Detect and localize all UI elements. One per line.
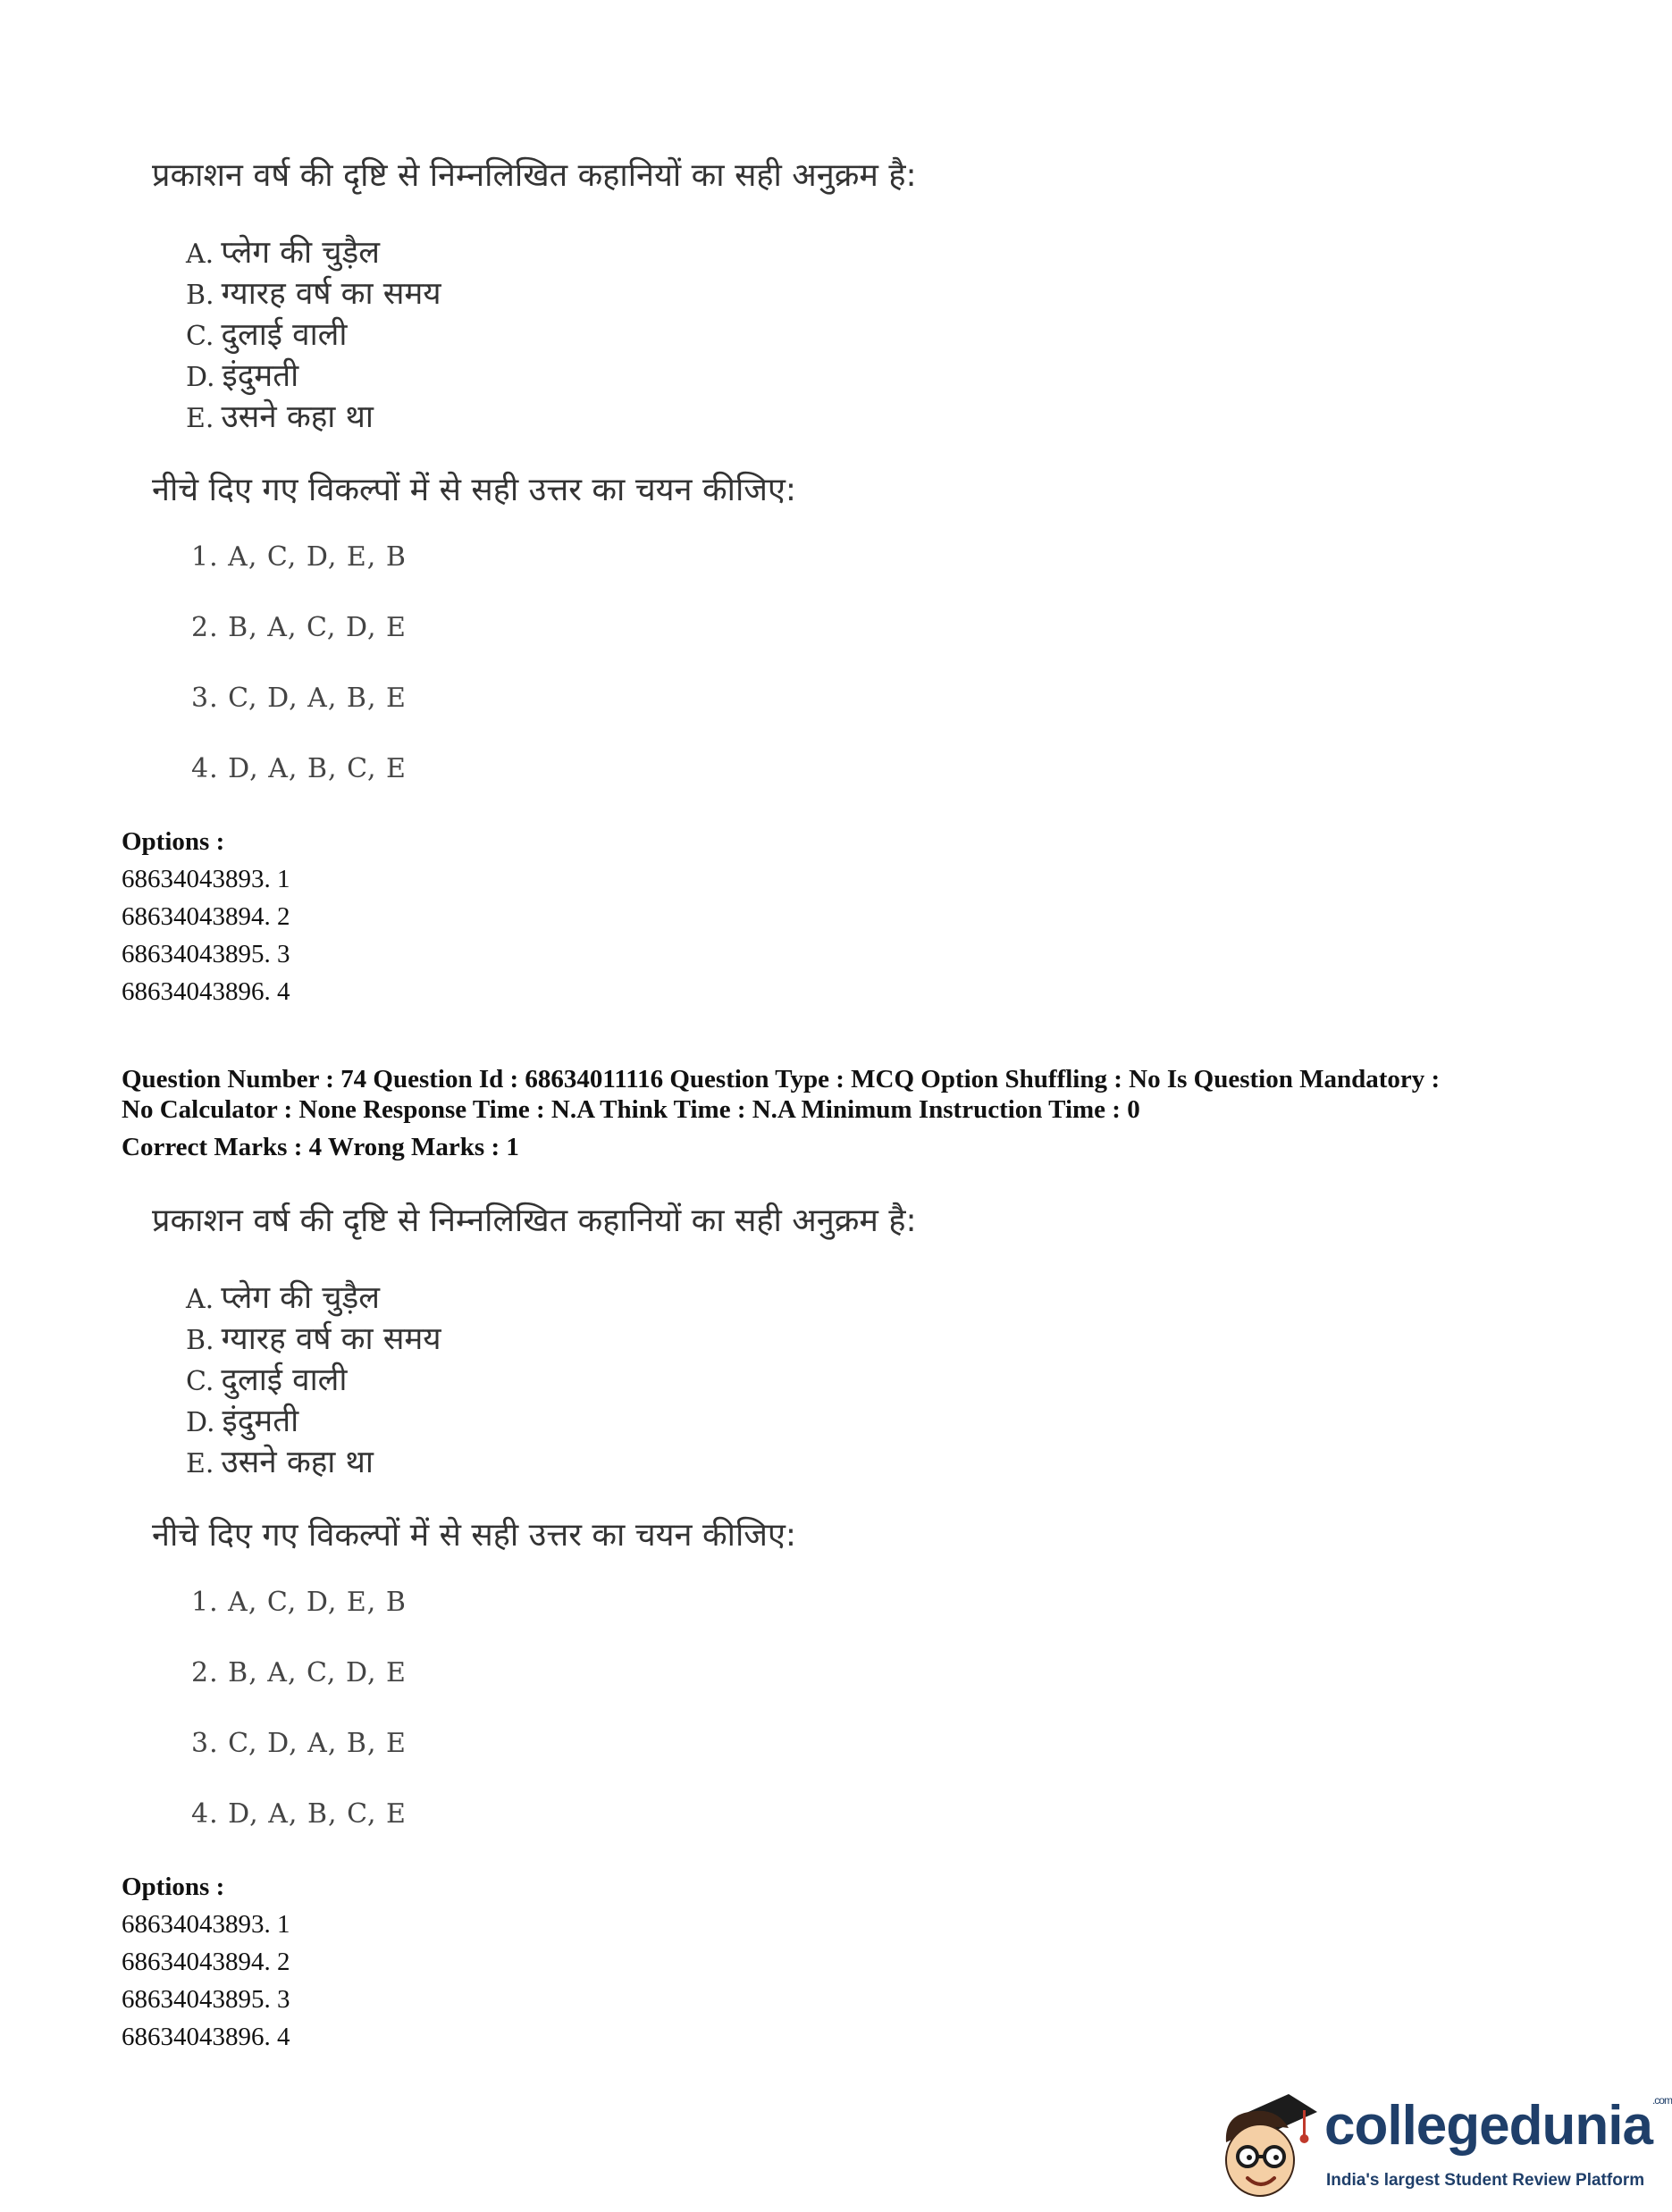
answer-choice-3: 3. C, D, A, B, E xyxy=(191,683,407,714)
question-instruction: नीचे दिए गए विकल्पों में से सही उत्तर का चयन कीजिए: xyxy=(152,472,797,508)
story-item-b xyxy=(186,1317,441,1359)
story-item-a xyxy=(186,1276,380,1318)
answer-choice-4: 4. D, A, B, C, E xyxy=(191,1798,407,1830)
item-text: दुलाई वाली xyxy=(221,317,348,353)
item-letter: A. xyxy=(186,239,214,270)
question-instruction: नीचे दिए गए विकल्पों में से सही उत्तर का चयन कीजिए: xyxy=(152,1517,797,1554)
item-letter: D. xyxy=(186,362,215,393)
answer-choice-1: 1. A, C, D, E, B xyxy=(191,541,407,573)
option-id: 68634043895. 3 xyxy=(122,940,290,968)
item-text: उसने कहा था xyxy=(221,1445,374,1480)
item-text: प्लेग की चुड़ैल xyxy=(221,1280,380,1316)
option-id: 68634043893. 1 xyxy=(122,1910,290,1939)
item-text: ग्यारह वर्ष का समय xyxy=(221,1321,441,1357)
item-letter: D. xyxy=(186,1407,215,1438)
logo-tagline: India's largest Student Review Platform xyxy=(1326,2171,1645,2190)
logo-domain: .com xyxy=(1651,2094,1672,2107)
question-prompt: प्रकाशन वर्ष की दृष्टि से निम्नलिखित कहानियों का सही अनुक्रम है: xyxy=(152,1202,917,1239)
question-meta-line-1: Question Number : 74 Question Id : 68634011116 Question Type : MCQ Option Shuffling : No Is Question Mandatory : xyxy=(122,1065,1441,1093)
answer-choice-2: 2. B, A, C, D, E xyxy=(191,1657,407,1688)
item-letter: E. xyxy=(186,1448,214,1479)
item-letter: A. xyxy=(186,1284,214,1315)
item-text: ग्यारह वर्ष का समय xyxy=(221,276,441,312)
item-text: इंदुमती xyxy=(222,358,299,394)
option-id: 68634043895. 3 xyxy=(122,1985,290,2014)
options-label: Options : xyxy=(122,1873,225,1901)
question-marks: Correct Marks : 4 Wrong Marks : 1 xyxy=(122,1133,519,1161)
item-letter: C. xyxy=(186,1366,214,1397)
answer-choice-4: 4. D, A, B, C, E xyxy=(191,753,407,784)
item-letter: C. xyxy=(186,321,214,352)
item-text: उसने कहा था xyxy=(221,399,374,435)
answer-choice-3: 3. C, D, A, B, E xyxy=(191,1728,407,1759)
answer-choice-1: 1. A, C, D, E, B xyxy=(191,1587,407,1618)
item-text: दुलाई वाली xyxy=(221,1362,348,1398)
option-id: 68634043896. 4 xyxy=(122,2023,290,2051)
story-item-b xyxy=(186,272,441,314)
option-id: 68634043893. 1 xyxy=(122,865,290,893)
option-id: 68634043894. 2 xyxy=(122,902,290,931)
story-item-c xyxy=(186,313,347,355)
question-image-1 xyxy=(143,152,1037,804)
question-prompt: प्रकाशन वर्ष की दृष्टि से निम्नलिखित कहानियों का सही अनुक्रम है: xyxy=(152,157,917,194)
mascot-icon xyxy=(1214,2089,1321,2207)
item-text: इंदुमती xyxy=(222,1403,299,1439)
item-letter: B. xyxy=(186,280,214,311)
story-item-c xyxy=(186,1358,347,1400)
item-text: प्लेग की चुड़ैल xyxy=(221,235,380,271)
option-id: 68634043896. 4 xyxy=(122,977,290,1006)
logo-brand-text: collegedunia xyxy=(1324,2095,1652,2157)
story-item-d xyxy=(186,354,298,396)
question-meta-line-2: No Calculator : None Response Time : N.A Think Time : N.A Minimum Instruction Time : 0 xyxy=(122,1095,1140,1124)
item-letter: E. xyxy=(186,403,214,434)
story-item-d xyxy=(186,1399,298,1441)
option-id: 68634043894. 2 xyxy=(122,1948,290,1976)
story-item-e xyxy=(186,1440,374,1482)
story-item-a xyxy=(186,230,380,272)
item-letter: B. xyxy=(186,1325,214,1356)
collegedunia-logo[interactable] xyxy=(1214,2089,1672,2207)
question-image-2 xyxy=(143,1197,1037,1849)
logo-brand xyxy=(1324,2094,1672,2158)
story-item-e xyxy=(186,395,374,437)
answer-choice-2: 2. B, A, C, D, E xyxy=(191,612,407,643)
options-label: Options : xyxy=(122,827,225,856)
